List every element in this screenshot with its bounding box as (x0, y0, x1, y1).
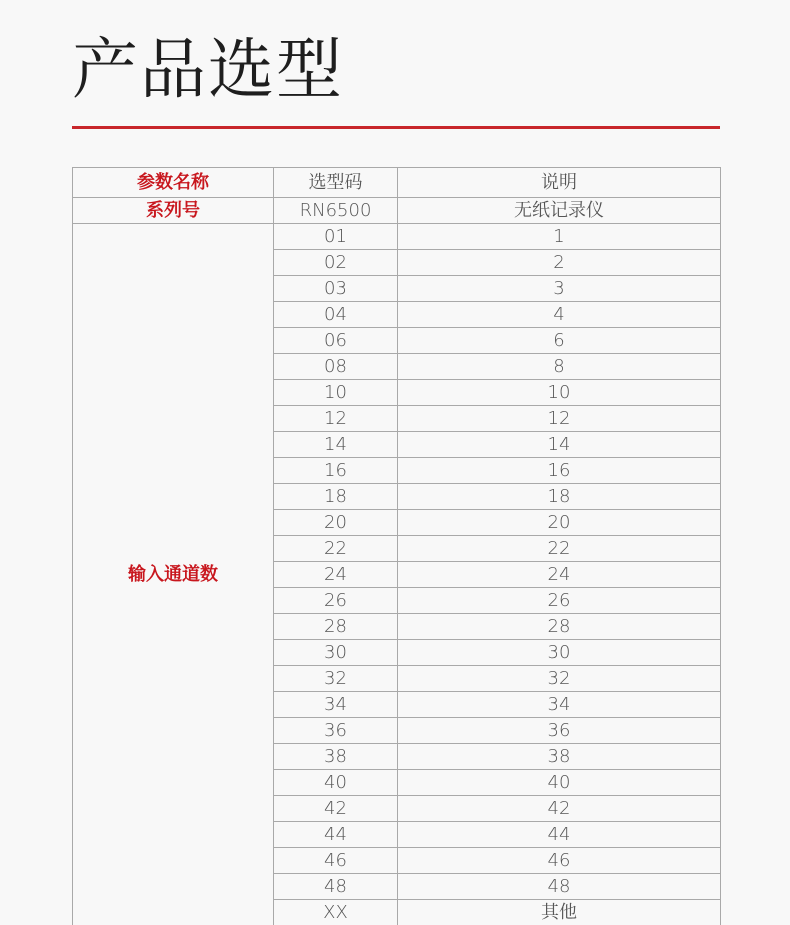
channel-description: 48 (398, 874, 721, 900)
title-divider (72, 126, 720, 129)
channel-description: 1 (398, 224, 721, 250)
channel-code: 32 (274, 666, 398, 692)
channel-code: 16 (274, 458, 398, 484)
channel-code: 44 (274, 822, 398, 848)
channel-description: 10 (398, 380, 721, 406)
series-param-label: 系列号 (73, 198, 274, 224)
channel-description: 40 (398, 770, 721, 796)
channel-code: 36 (274, 718, 398, 744)
header-description: 说明 (398, 168, 721, 198)
channel-description: 8 (398, 354, 721, 380)
channel-description: 36 (398, 718, 721, 744)
channel-description: 32 (398, 666, 721, 692)
series-row (73, 198, 721, 224)
channel-description: 30 (398, 640, 721, 666)
channel-code: 03 (274, 276, 398, 302)
channel-description: 18 (398, 484, 721, 510)
series-description: 无纸记录仪 (398, 198, 721, 224)
channel-code: 42 (274, 796, 398, 822)
header-selection-code: 选型码 (274, 168, 398, 198)
channel-description: 2 (398, 250, 721, 276)
channel-description: 34 (398, 692, 721, 718)
channel-description: 42 (398, 796, 721, 822)
channel-description: 3 (398, 276, 721, 302)
channel-code: 12 (274, 406, 398, 432)
channel-code: 30 (274, 640, 398, 666)
channel-code: 26 (274, 588, 398, 614)
channel-code: 18 (274, 484, 398, 510)
channel-code: 02 (274, 250, 398, 276)
channel-description: 12 (398, 406, 721, 432)
channel-description: 26 (398, 588, 721, 614)
channel-code: 48 (274, 874, 398, 900)
channel-description: 28 (398, 614, 721, 640)
channel-code: 20 (274, 510, 398, 536)
channel-description: 6 (398, 328, 721, 354)
channel-description: 16 (398, 458, 721, 484)
channel-code: 14 (274, 432, 398, 458)
table-header-row (73, 168, 721, 198)
channel-code: 10 (274, 380, 398, 406)
channel-code: 24 (274, 562, 398, 588)
header-param-name: 参数名称 (73, 168, 274, 198)
channel-description: 4 (398, 302, 721, 328)
channel-description: 其他 (398, 900, 721, 925)
model-selection-table (72, 167, 721, 925)
channel-description: 44 (398, 822, 721, 848)
channel-code: 40 (274, 770, 398, 796)
series-code: RN6500 (274, 198, 398, 224)
table-body (73, 168, 721, 925)
channel-description: 38 (398, 744, 721, 770)
channel-code: 34 (274, 692, 398, 718)
channel-code: XX (274, 900, 398, 925)
channel-code: 22 (274, 536, 398, 562)
table-row (73, 224, 721, 250)
channels-param-label: 输入通道数 (73, 224, 274, 925)
channel-description: 22 (398, 536, 721, 562)
channel-code: 46 (274, 848, 398, 874)
channel-code: 08 (274, 354, 398, 380)
channel-code: 28 (274, 614, 398, 640)
channel-description: 20 (398, 510, 721, 536)
page-title: 产品选型 (72, 31, 344, 108)
channel-code: 01 (274, 224, 398, 250)
channel-description: 24 (398, 562, 721, 588)
channel-description: 14 (398, 432, 721, 458)
channel-code: 06 (274, 328, 398, 354)
channel-description: 46 (398, 848, 721, 874)
channel-code: 04 (274, 302, 398, 328)
channel-code: 38 (274, 744, 398, 770)
